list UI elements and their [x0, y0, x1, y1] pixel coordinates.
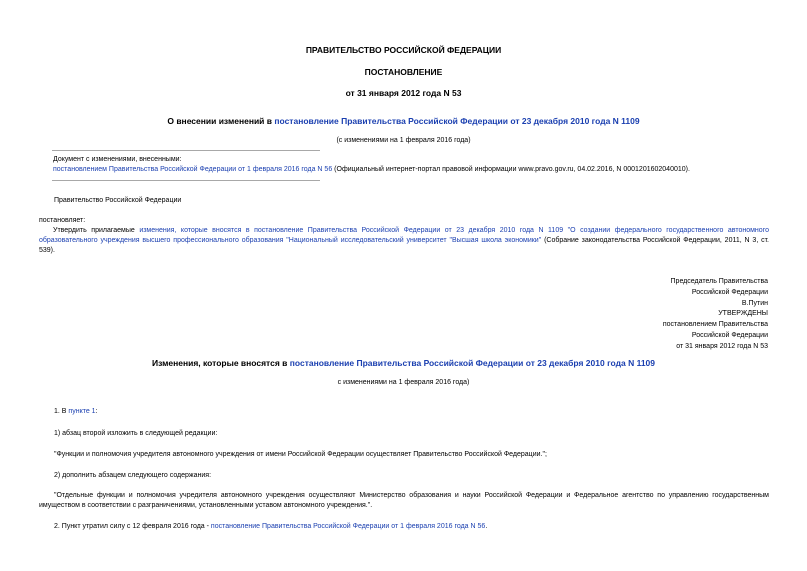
document-type-heading: ПОСТАНОВЛЕНИЕ [364, 67, 443, 77]
amendments-reference [53, 165, 690, 174]
approve-prefix: Утвердить прилагаемые [53, 227, 140, 234]
title-revision-note: (с изменениями на 1 февраля 2016 года) [336, 137, 471, 144]
approved-line1: УТВЕРЖДЕНЫ [718, 310, 768, 318]
item2-prefix: 2. Пункт утратил силу с 12 февраля 2016 года - [54, 523, 211, 530]
item2-suffix: . [485, 523, 488, 530]
amendments-label: Документ с изменениями, внесенными: [53, 156, 182, 163]
change-subitem-2: 2) дополнить абзацем следующего содержания: [54, 472, 212, 479]
resolves-text: постановляет: [39, 217, 86, 224]
approve-suffix: (Собрание законодательства Российской Федерации, 2011, N 3, ст. 539). [39, 237, 769, 254]
approved-changes-link[interactable]: изменения, которые вносятся в постановление Правительства Российской Федерации от 23 декабря 2010 года N 1109 "О создании федерального государственного автономного образовательного учреждения высшего профессионального образования "Национальный исследовательский университет "Высшая школа экономики" [39, 227, 769, 244]
change-item-2 [54, 522, 487, 531]
amendments-bottom-rule [52, 180, 320, 181]
changes-title [0, 358, 807, 368]
signature-block [663, 277, 768, 353]
changes-base-act-link[interactable]: постановление Правительства Российской Федерации от 23 декабря 2010 года N 1109 [289, 358, 656, 368]
changes-title-prefix: Изменения, которые вносятся в [151, 358, 290, 368]
approve-paragraph [39, 226, 769, 256]
change-quote-1: "Функции и полномочия учредителя автономного учреждения от имени Российской Федерации осуществляет Правительство Российской Федерации."; [54, 451, 547, 458]
item2-repeal-link[interactable]: постановление Правительства Российской Федерации от 1 февраля 2016 года N 56 [210, 523, 486, 530]
title-prefix: О внесении изменений в [167, 116, 275, 126]
issuer-text: Правительство Российской Федерации [54, 197, 182, 204]
changes-revision-note: с изменениями на 1 февраля 2016 года) [337, 379, 470, 386]
approved-line3: Российской Федерации [691, 331, 768, 339]
approved-line2: постановлением Правительства [662, 321, 768, 329]
government-heading: ПРАВИТЕЛЬСТВО РОССИЙСКОЙ ФЕДЕРАЦИИ [305, 45, 502, 55]
title-base-act-link[interactable]: постановление Правительства Российской Федерации от 23 декабря 2010 года N 1109 [274, 116, 640, 126]
approved-line4: от 31 января 2012 года N 53 [676, 342, 768, 350]
change-quote-2: "Отдельные функции и полномочия учредителя автономного учреждения осуществляют Министерство образования и науки Российской Федерации и Федеральное агентство по управлению государственным имуществом в соответствии с разграничениями, установленными уставом автономного учреждения.". [39, 492, 769, 509]
item1-suffix: : [95, 408, 98, 415]
amendments-top-rule [52, 150, 320, 151]
document-date-number: от 31 января 2012 года N 53 [345, 88, 462, 98]
item1-prefix: 1. В [54, 408, 69, 415]
change-subitem-1: 1) абзац второй изложить в следующей редакции: [54, 430, 218, 437]
amendments-source: (Официальный интернет-портал правовой информации www.pravo.gov.ru, 04.02.2016, N 0001201602040010). [332, 166, 690, 173]
signature-position-line2: Российской Федерации [691, 288, 768, 296]
signature-name: В.Путин [741, 299, 768, 307]
item1-point-link[interactable]: пункте 1 [68, 408, 96, 415]
amending-act-link[interactable]: постановлением Правительства Российской Федерации от 1 февраля 2016 года N 56 [53, 166, 333, 173]
document-title [0, 116, 807, 126]
change-item-1 [54, 407, 98, 416]
signature-position-line1: Председатель Правительства [670, 278, 768, 285]
